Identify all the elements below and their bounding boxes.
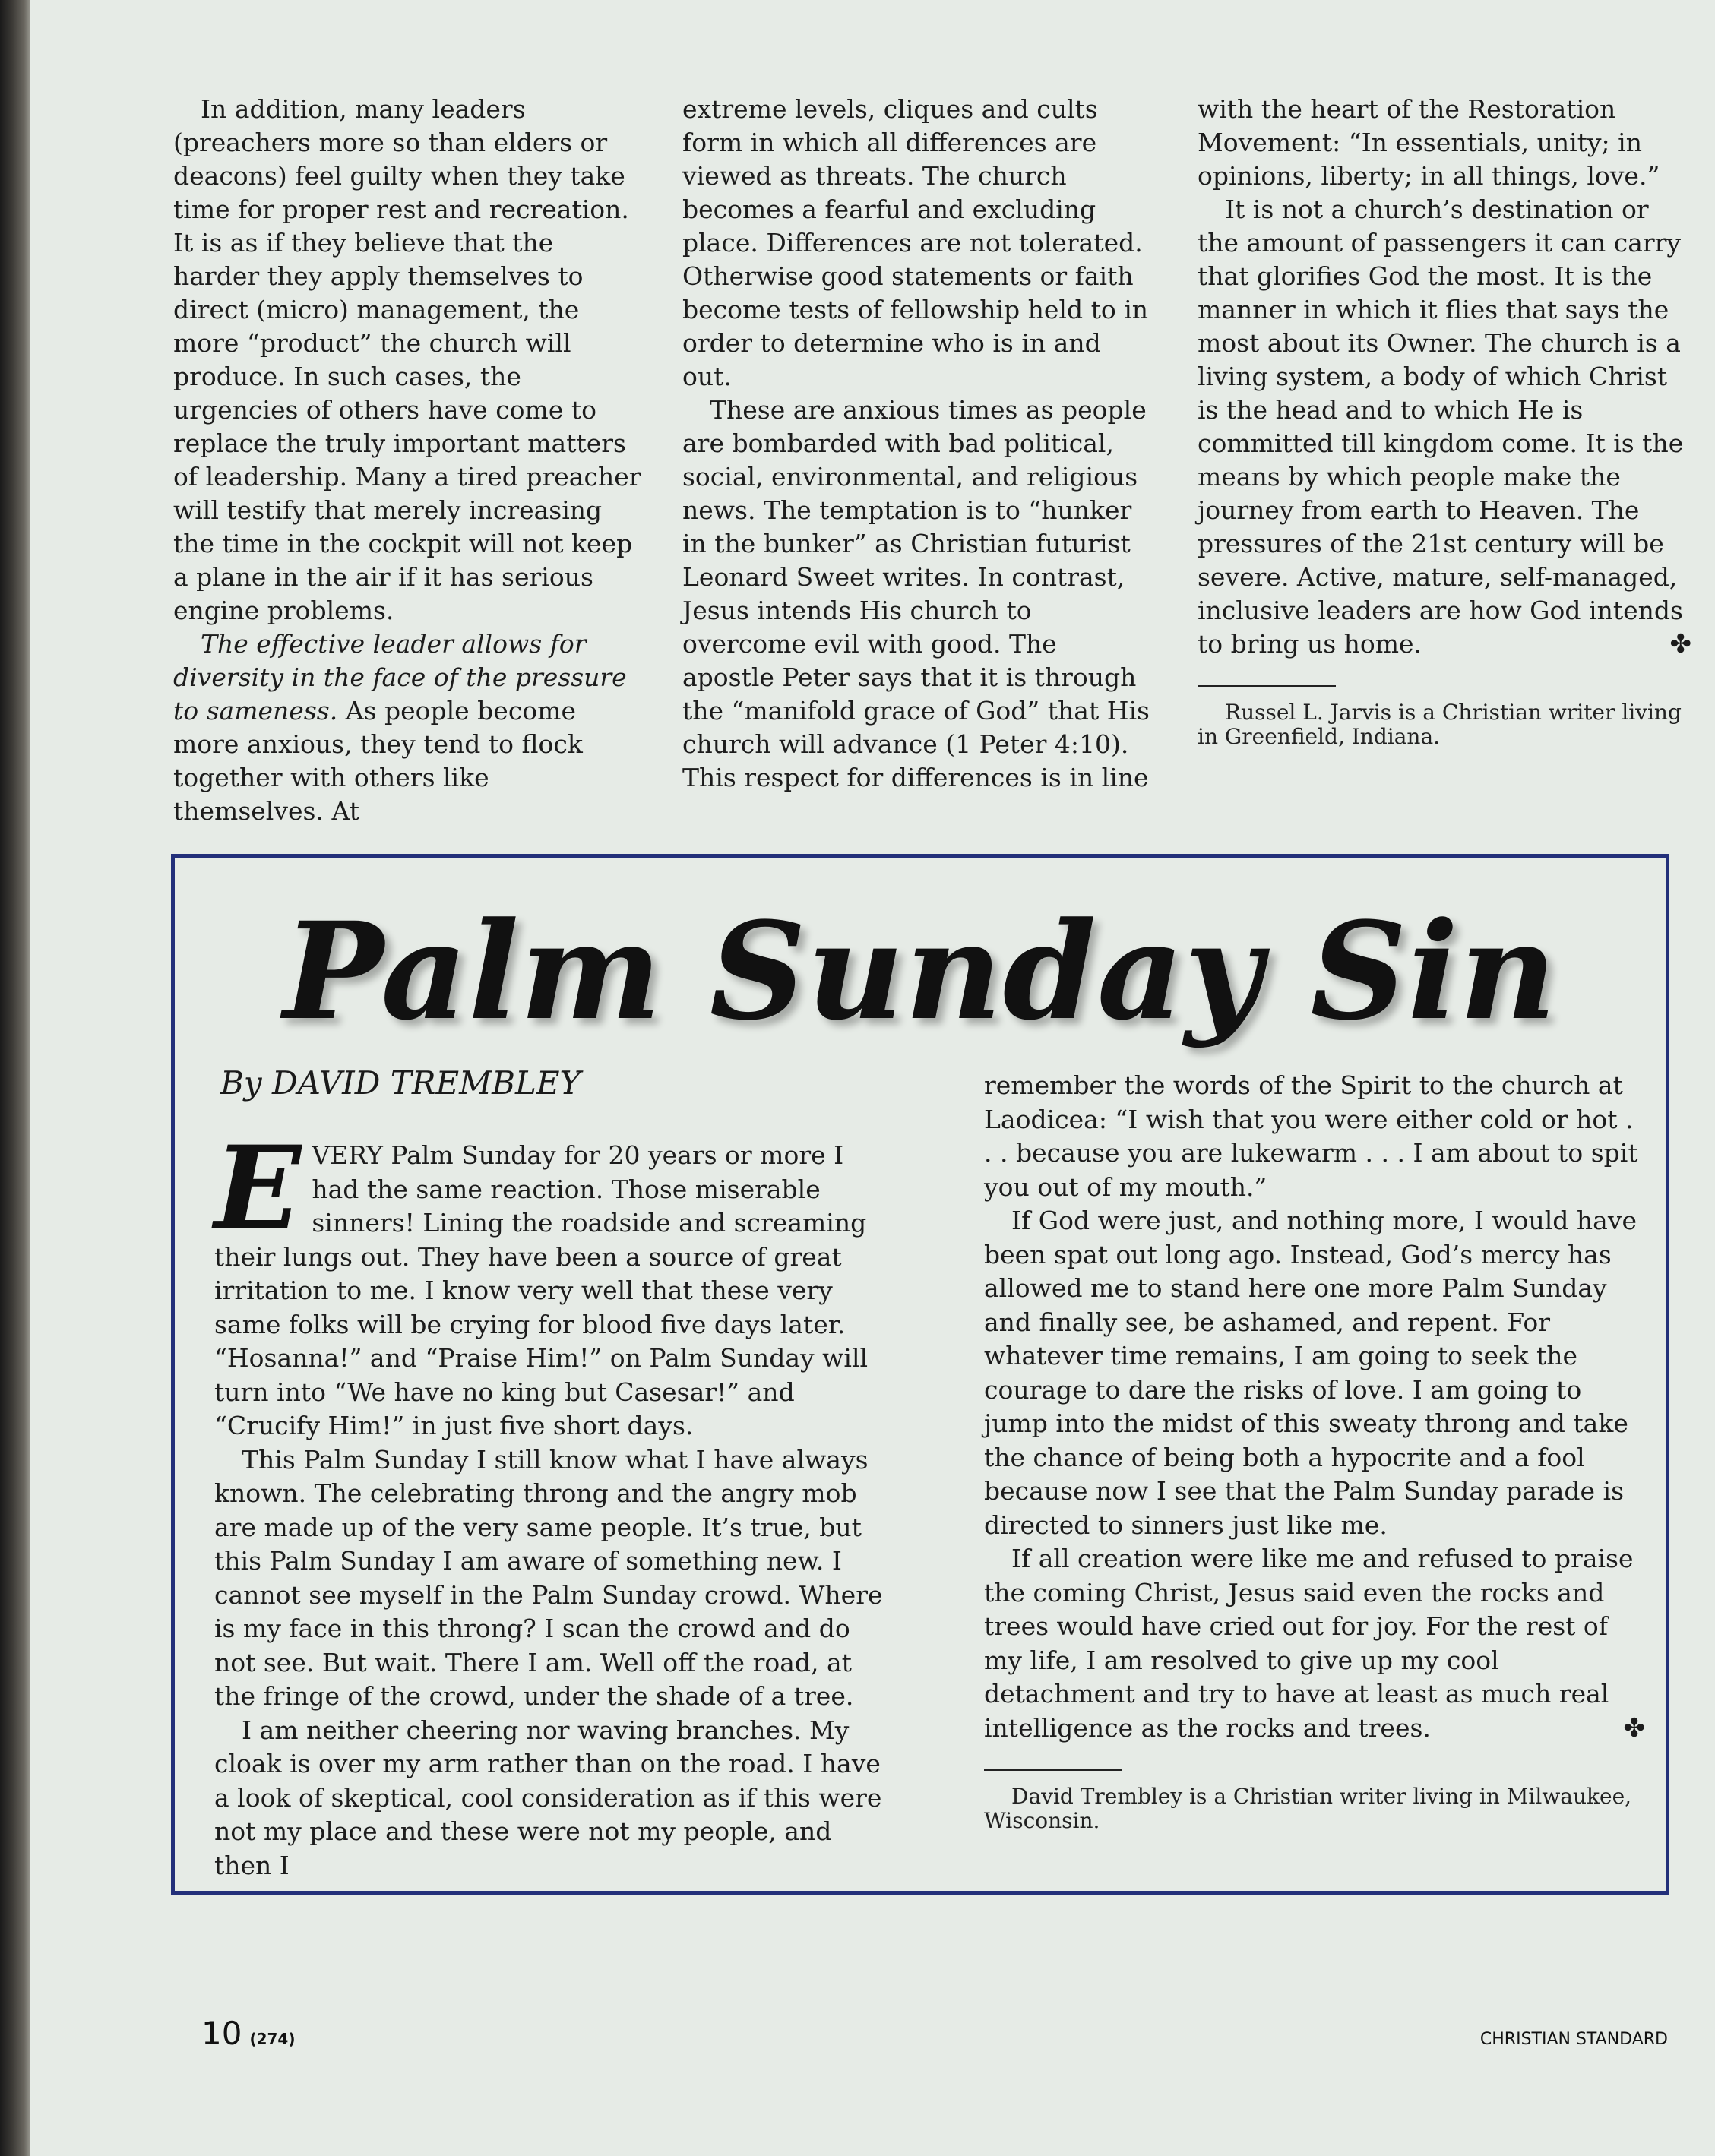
author-bio: Russel L. Jarvis is a Christian writer living in Greenfield, Indiana.: [1198, 700, 1682, 749]
end-mark-icon: ✤: [1669, 629, 1691, 659]
byline: By DAVID TREMBLEY: [220, 1064, 581, 1102]
feature-title: Palm Sunday Sin: [283, 893, 1558, 1050]
paragraph-text: It is not a church’s destination or the amount of passengers it can carry that glorifies God the most. It is the manner in which it flies that says the most about its Owner. The church is a living system, a body of which Christ is the head and to which He is committed till kingdom come. It is the means by which people make the journey from earth to Heaven. The pressures of the 21st century will be severe. Active, mature, self-managed, inclusive leaders are how God intends to bring us home.: [1198, 194, 1684, 659]
author-bio: David Trembley is a Christian writer living in Milwaukee, Wisconsin.: [984, 1784, 1632, 1833]
paragraph: remember the words of the Spirit to the church at Laodicea: “I wish that you were either cold or hot . . . because you are lukewarm . . . I am about to spit you out of my mouth.”: [984, 1070, 1638, 1202]
article-column-2: [682, 93, 1153, 795]
end-mark-icon: ✤: [1623, 1712, 1645, 1743]
drop-cap: E: [214, 1121, 302, 1255]
page-number: [201, 2015, 295, 2052]
bio-rule: [984, 1769, 1122, 1771]
paragraph: [173, 628, 644, 828]
article-column-3: [1198, 93, 1691, 749]
paragraph: [984, 1542, 1645, 1745]
page-number-text: 10: [201, 2015, 242, 2052]
paragraph: with the heart of the Restoration Movement: “In essentials, unity; in opinions, liberty; in all things, love.”: [1198, 94, 1660, 191]
paragraph: In addition, many leaders (preachers more so than elders or deacons) feel guilty when they take time for proper rest and recreation. It is as if they believe that the harder they apply themselves to direct (micro) management, the more “product” the church will produce. In such cases, the urgencies of others have come to replace the truly important matters of leadership. Many a tired preacher will testify that merely increasing the time in the cockpit will not keep a plane in the air if it has serious engine problems.: [173, 94, 641, 625]
feature-box: [171, 854, 1669, 1895]
paragraph: [214, 1121, 883, 1443]
bio-rule: [1198, 685, 1336, 687]
publication-name: CHRISTIAN STANDARD: [1479, 2030, 1668, 2049]
italic-emphasis: The effective leader allows for diversity in the face of the pressure to sameness.: [173, 629, 627, 726]
paragraph: extreme levels, cliques and cults form in which all differences are viewed as threats. The church becomes a fearful and excluding place. Differences are not tolerated. Otherwise good statements or faith become tests of fellowship held to in order to determine who is in and out.: [682, 94, 1148, 391]
paragraph: I am neither cheering nor waving branches. My cloak is over my arm rather than on the road. I have a look of skeptical, cool consideration as if this were not my place and these were not my people, and then I: [214, 1715, 882, 1880]
magazine-page: [30, 0, 1715, 2156]
paragraph-text: VERY Palm Sunday for 20 years or more I had the same reaction. Those miserable sinners! Lining the roadside and screaming their lungs out. They have been a source of great irritation to me. I know very well that these very same folks will be crying for blood five days later. “Hosanna!” and “Praise Him!” on Palm Sunday will turn into “We have no king but Casesar!” and “Crucify Him!” in just five short days.: [214, 1140, 869, 1440]
paragraph: If God were just, and nothing more, I would have been spat out long ago. Instead, God’s mercy has allowed me to stand here one more Palm Sunday and finally see, be ashamed, and repent. For whatever time remains, I am going to seek the courage to dare the risks of love. I am going to jump into the midst of this sweaty throng and take the chance of being both a hypocrite and a fool because now I see that the Palm Sunday parade is directed to sinners just like me.: [984, 1206, 1637, 1540]
paragraph: This Palm Sunday I still know what I have always known. The celebrating throng and the angry mob are made up of the very same people. It’s true, but this Palm Sunday I am aware of something new. I cannot see myself in the Palm Sunday crowd. Where is my face in this throng? I scan the crowd and do not see. But wait. There I am. Well off the road, at the fringe of the crowd, under the shade of a tree.: [214, 1444, 883, 1711]
article-column-1: [173, 93, 644, 828]
paragraph: [1198, 193, 1691, 661]
feature-column-1: [214, 1121, 883, 1883]
magazine-spine: [0, 0, 30, 2156]
paragraph-text: If all creation were like me and refused to praise the coming Christ, Jesus said even the rocks and trees would have cried out for joy. For the rest of my life, I am resolved to give up my cool detachment and try to have at least as much real intelligence as the rocks and trees.: [984, 1544, 1634, 1743]
feature-column-2: [984, 1069, 1645, 1833]
page-sub-number: (274): [249, 2030, 296, 2048]
paragraph-text: As people become more anxious, they tend to flock together with others like themselves. At: [173, 696, 583, 826]
paragraph: These are anxious times as people are bombarded with bad political, social, environmental, and religious news. The temptation is to “hunker in the bunker” as Christian futurist Leonard Sweet writes. In contrast, Jesus intends His church to overcome evil with good. The apostle Peter says that it is through the “manifold grace of God” that His church will advance (1 Peter 4:10). This respect for differences is in line: [682, 395, 1150, 792]
